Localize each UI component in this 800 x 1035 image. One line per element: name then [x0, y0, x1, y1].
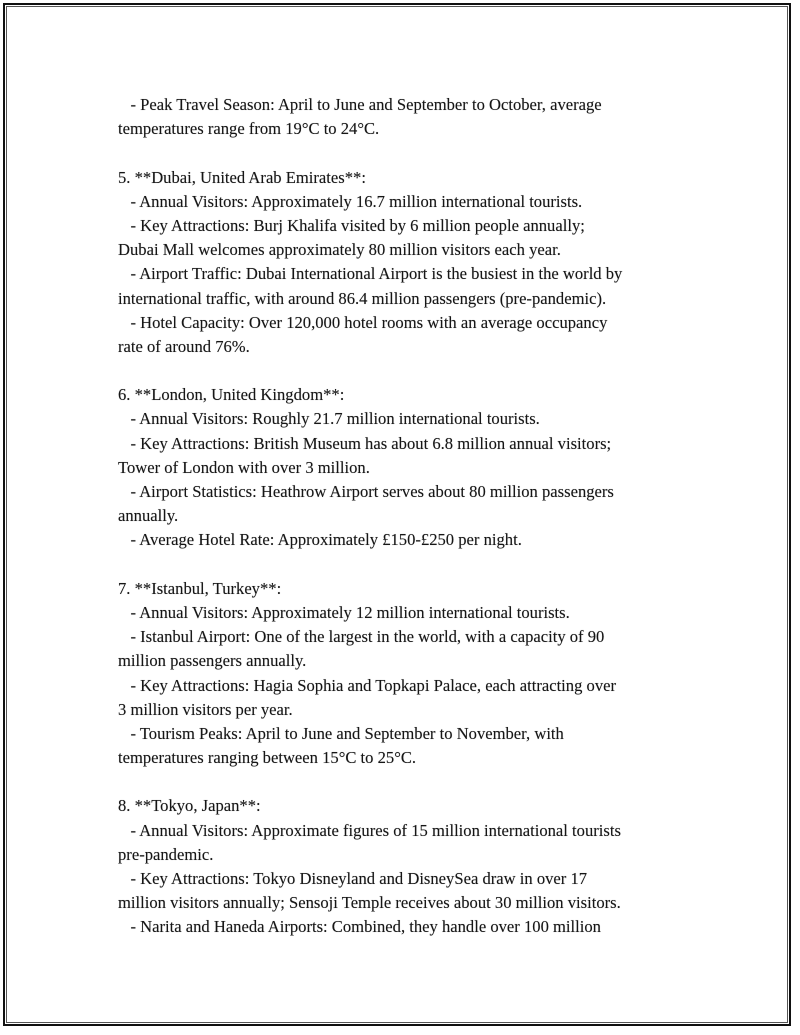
paragraph-gap	[118, 359, 708, 383]
text-line: - Key Attractions: Tokyo Disneyland and DisneySea draw in over 17	[118, 869, 588, 888]
text-line: - Key Attractions: Hagia Sophia and Topkapi Palace, each attracting over	[118, 675, 617, 695]
text-line: annually.	[118, 506, 179, 526]
section-heading-dubai: 5. **Dubai, United Arab Emirates**:	[118, 167, 366, 187]
text-line: - Annual Visitors: Approximately 12 million international tourists.	[118, 602, 570, 622]
text-line: - Annual Visitors: Roughly 21.7 million international tourists.	[118, 409, 540, 429]
text-line: - Hotel Capacity: Over 120,000 hotel rooms with an average occupancy	[118, 312, 608, 332]
text-line: - Airport Statistics: Heathrow Airport serves about 80 million passengers	[118, 482, 614, 501]
text-line: - Airport Traffic: Dubai International Airport is the busiest in the world by	[118, 264, 623, 284]
text-line: million visitors annually; Sensoji Temple receives about 30 million visitors.	[118, 893, 621, 913]
text-line: 3 million visitors per year.	[118, 699, 293, 719]
text-line: pre-pandemic.	[118, 844, 214, 864]
paragraph-gap	[118, 141, 708, 165]
text-line: - Tourism Peaks: April to June and September to November, with	[118, 723, 564, 743]
paragraph-gap	[118, 770, 708, 794]
text-line: Tower of London with over 3 million.	[118, 457, 370, 477]
text-line: international traffic, with around 86.4 million passengers (pre-pandemic).	[118, 288, 607, 308]
paragraph-gap	[118, 553, 708, 577]
text-line: - Annual Visitors: Approximately 16.7 million international tourists.	[118, 191, 583, 211]
text-line: rate of around 76%.	[118, 336, 250, 356]
section-heading-london: 6. **London, United Kingdom**:	[118, 385, 345, 405]
text-line: - Peak Travel Season: April to June and September to October, average	[118, 95, 602, 114]
text-line: - Average Hotel Rate: Approximately £150-£250 per night.	[118, 530, 522, 550]
section-heading-tokyo: 8. **Tokyo, Japan**:	[118, 796, 261, 816]
text-line: - Key Attractions: British Museum has about 6.8 million annual visitors;	[118, 433, 612, 453]
text-line: - Annual Visitors: Approximate figures of 15 million international tourists	[118, 820, 621, 840]
text-line: million passengers annually.	[118, 651, 307, 671]
text-line: - Narita and Haneda Airports: Combined, they handle over 100 million	[118, 917, 601, 937]
text-line: - Key Attractions: Burj Khalifa visited by 6 million people annually;	[118, 215, 585, 235]
text-line: - Istanbul Airport: One of the largest in the world, with a capacity of 90	[118, 627, 605, 647]
text-line: temperatures range from 19°C to 24°C.	[118, 119, 380, 139]
document-body	[118, 93, 708, 940]
section-heading-istanbul: 7. **Istanbul, Turkey**:	[118, 578, 282, 598]
text-line: Dubai Mall welcomes approximately 80 million visitors each year.	[118, 240, 561, 260]
text-line: temperatures ranging between 15°C to 25°C.	[118, 748, 417, 768]
